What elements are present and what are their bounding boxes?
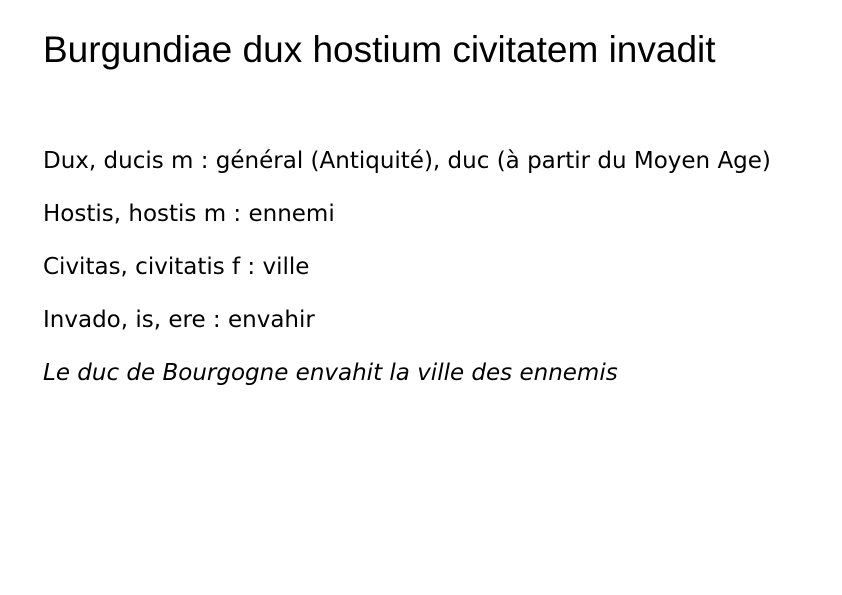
- vocabulary-list: [43, 143, 803, 408]
- translation-sentence: Le duc de Bourgogne envahit la ville des ennemis: [43, 360, 618, 386]
- slide-title: Burgundiae dux hostium civitatem invadit: [43, 29, 716, 70]
- vocabulary-entry-hostis: Hostis, hostis m : ennemi: [43, 201, 335, 227]
- vocabulary-entry-invado: Invado, is, ere : envahir: [43, 307, 315, 333]
- vocabulary-entry-civitas: Civitas, civitatis f : ville: [43, 254, 310, 280]
- vocabulary-entry-dux: Dux, ducis m : général (Antiquité), duc (à partir du Moyen Age): [43, 148, 771, 174]
